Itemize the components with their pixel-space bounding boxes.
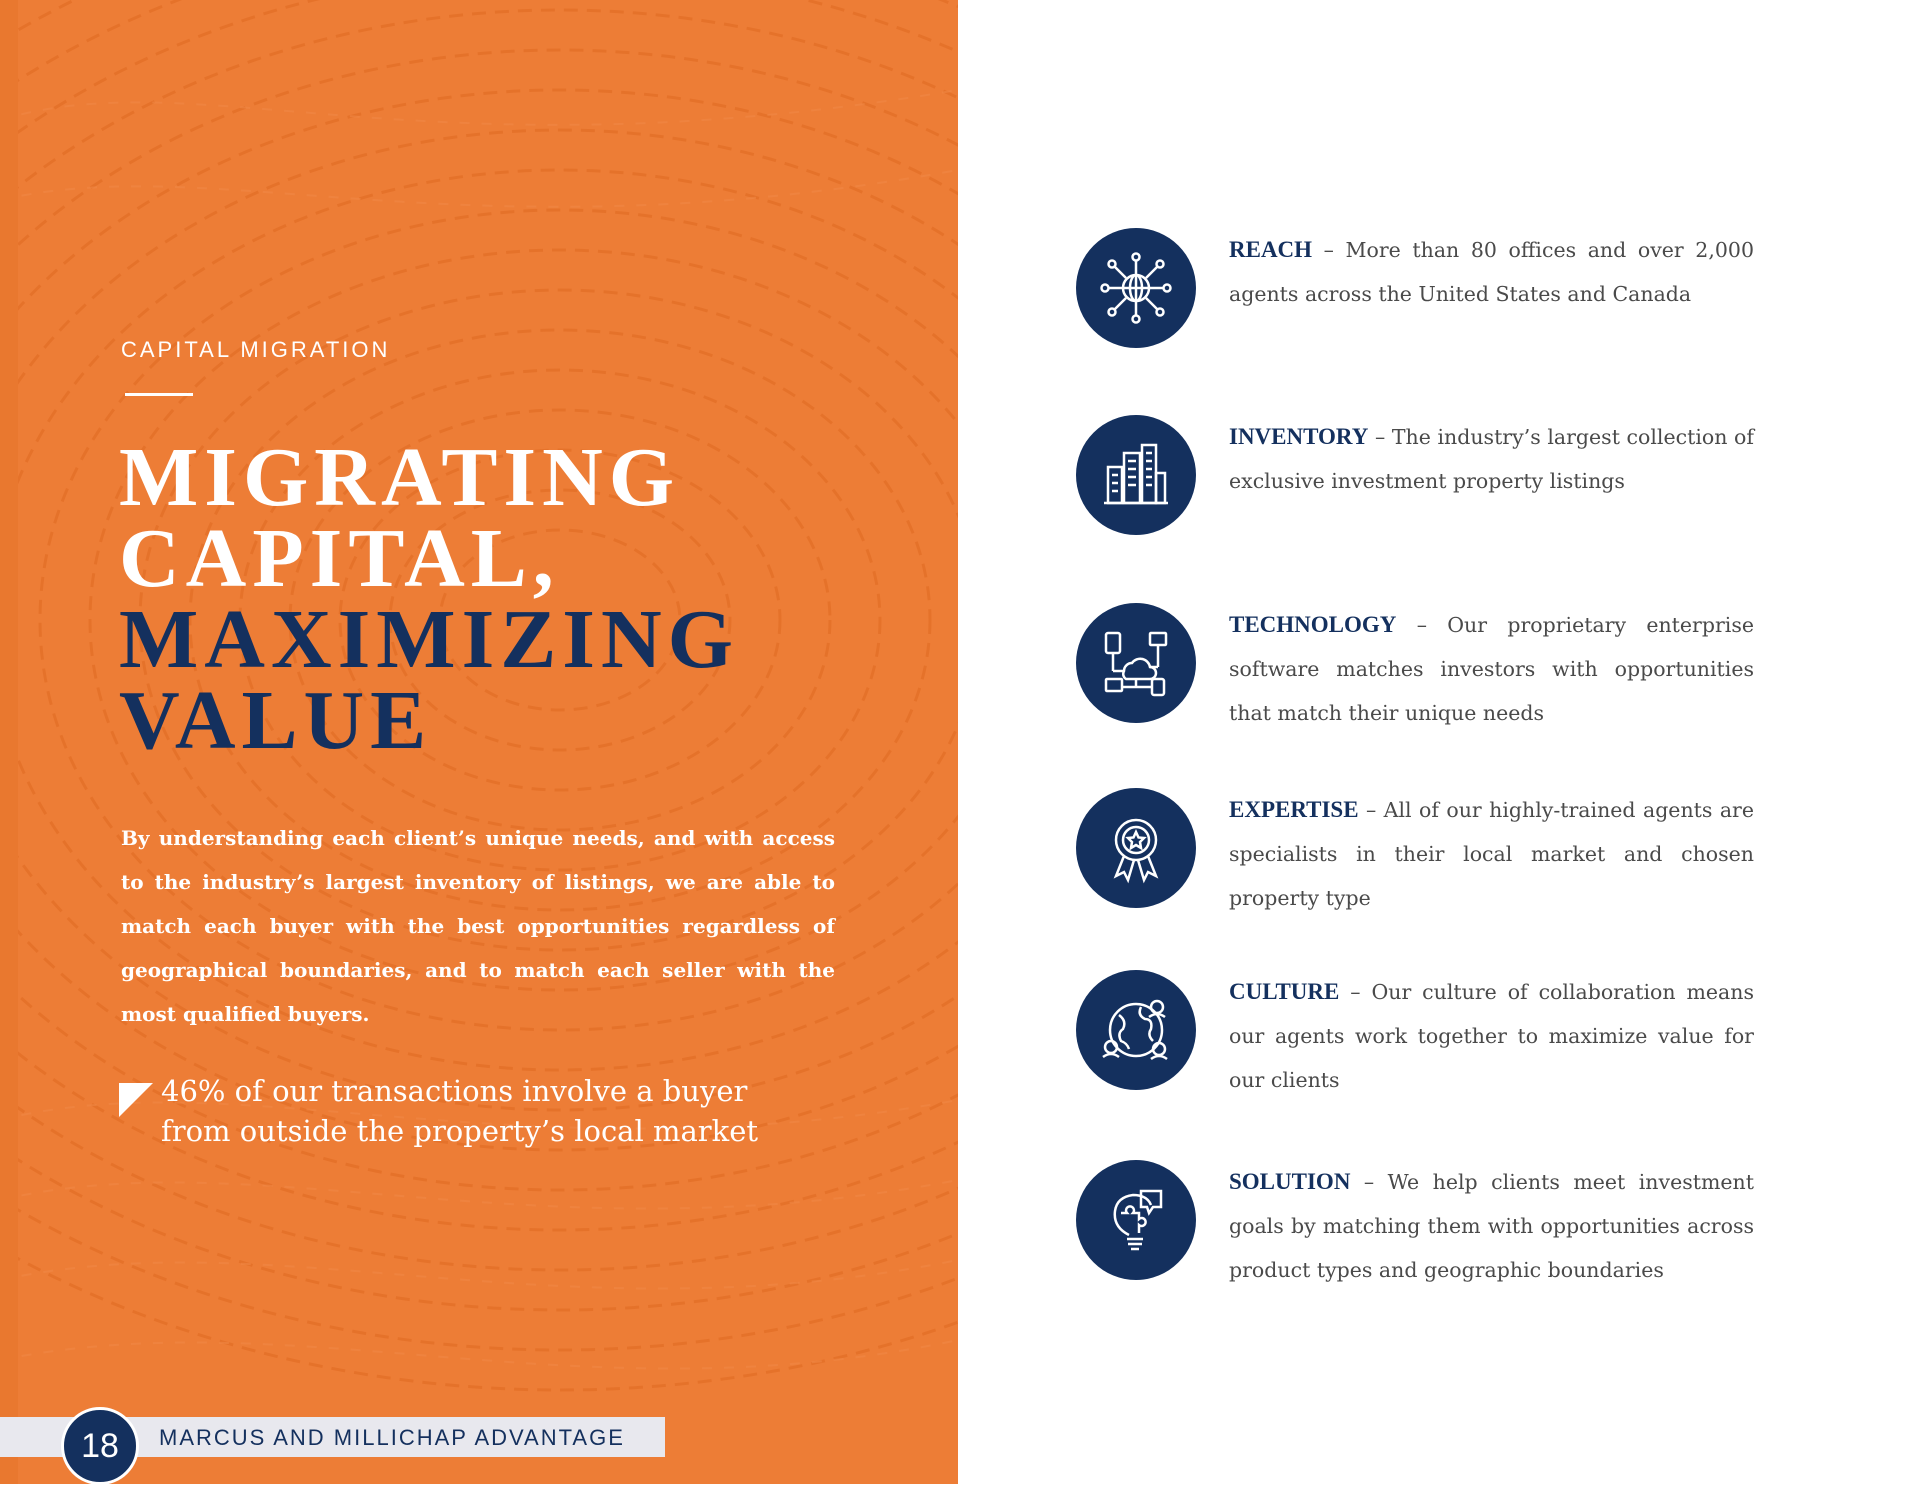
feature-separator: – xyxy=(1396,613,1448,637)
feature-separator: – xyxy=(1312,238,1346,262)
feature-separator: – xyxy=(1368,425,1392,449)
feature-separator: – xyxy=(1358,798,1384,822)
intro-paragraph: By understanding each client’s unique needs, and with access to the industry’s largest inventory of listings, we are able to match each buyer with the best opportunities regardless of geographical boundaries, and to match each seller with the most qualified buyers. xyxy=(121,826,835,1026)
feature-text xyxy=(1229,788,1754,920)
lightbulb-puzzle-icon xyxy=(1076,1160,1196,1280)
stat-callout: 46% of our transactions involve a buyer from outside the property’s local market xyxy=(161,1074,759,1148)
headline-line-2: CAPITAL, xyxy=(119,512,560,605)
feature-title: TECHNOLOGY xyxy=(1229,612,1397,637)
edge-strip xyxy=(0,0,18,1484)
award-ribbon-icon xyxy=(1076,788,1196,908)
footer-label: MARCUS AND MILLICHAP ADVANTAGE xyxy=(159,1425,625,1450)
eyebrow-rule xyxy=(125,393,193,396)
network-globe-icon xyxy=(1076,228,1196,348)
feature-body: The industry’s largest collection of exclusive investment property listings xyxy=(1229,425,1754,493)
feature-body: Our culture of collaboration means our agents work together to maximize value for our clients xyxy=(1229,980,1754,1092)
page-number: 18 xyxy=(61,1407,139,1485)
feature-title: CULTURE xyxy=(1229,979,1340,1004)
feature-separator: – xyxy=(1339,980,1372,1004)
headline-line-3: MAXIMIZING xyxy=(119,593,739,686)
feature-separator: – xyxy=(1350,1170,1388,1194)
section-eyebrow: CAPITAL MIGRATION xyxy=(121,337,391,362)
feature-text xyxy=(1229,1160,1754,1292)
feature-text xyxy=(1229,228,1754,316)
headline-line-4: VALUE xyxy=(119,674,433,767)
feature-text xyxy=(1229,415,1754,503)
feature-body: We help clients meet investment goals by matching them with opportunities across product types and geographic boundaries xyxy=(1229,1170,1754,1282)
city-buildings-icon xyxy=(1076,415,1196,535)
feature-title: REACH xyxy=(1229,237,1313,262)
feature-text xyxy=(1229,970,1754,1102)
globe-people-icon xyxy=(1076,970,1196,1090)
feature-text xyxy=(1229,603,1754,735)
feature-title: EXPERTISE xyxy=(1229,797,1359,822)
headline-line-1: MIGRATING xyxy=(119,431,681,524)
feature-title: SOLUTION xyxy=(1229,1169,1351,1194)
cloud-devices-icon xyxy=(1076,603,1196,723)
headline xyxy=(119,431,739,767)
feature-body: All of our highly-trained agents are specialists in their local market and chosen property type xyxy=(1229,798,1754,910)
feature-body: More than 80 offices and over 2,000 agents across the United States and Canada xyxy=(1229,238,1754,306)
feature-body: Our proprietary enterprise software matches investors with opportunities that match their unique needs xyxy=(1229,613,1754,725)
stat-marker-icon xyxy=(119,1083,153,1117)
feature-title: INVENTORY xyxy=(1229,424,1369,449)
